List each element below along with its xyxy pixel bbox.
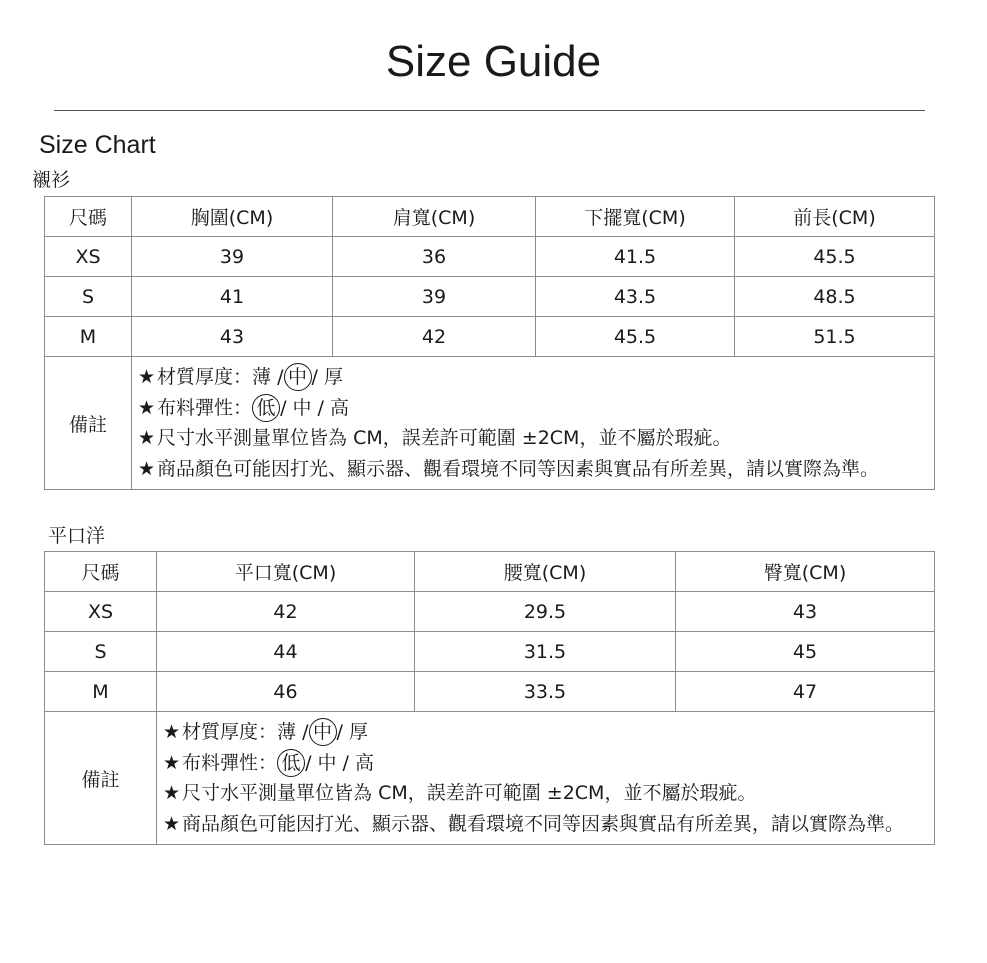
- cell-chest: 43: [132, 317, 333, 357]
- note-texture: ★ 材質厚度：薄 / 中 / 厚: [163, 717, 928, 748]
- note-elasticity: ★ 布料彈性： 低 / 中 / 高: [163, 748, 928, 779]
- star-icon: ★: [163, 782, 181, 804]
- header-shoulder: 肩寬(CM): [333, 197, 536, 237]
- star-icon: ★: [163, 721, 181, 743]
- header-waist: 腰寬(CM): [415, 552, 676, 592]
- selected-option-circle: 低: [277, 749, 305, 777]
- cell-shoulder: 39: [333, 277, 536, 317]
- notes-label: 備註: [45, 712, 157, 845]
- note-measurement: ★ 尺寸水平測量單位皆為 CM，誤差許可範圍 ±2CM，並不屬於瑕疵。: [138, 427, 732, 449]
- header-bust: 平口寬(CM): [157, 552, 415, 592]
- header-hip: 臀寬(CM): [676, 552, 935, 592]
- cell-hem: 43.5: [536, 277, 735, 317]
- table-row: [45, 317, 935, 357]
- table-row: [45, 237, 935, 277]
- shirt-section-label: 襯衫: [32, 169, 71, 191]
- table-header-row: [45, 197, 935, 237]
- cell-length: 48.5: [735, 277, 935, 317]
- notes-label: 備註: [45, 357, 132, 490]
- header-length: 前長(CM): [735, 197, 935, 237]
- size-chart-heading: Size Chart: [39, 131, 156, 159]
- cell-size: S: [45, 277, 132, 317]
- cell-waist: 29.5: [415, 592, 676, 632]
- note-color: ★ 商品顏色可能因打光、顯示器、觀看環境不同等因素與實品有所差異，請以實際為準。: [163, 812, 905, 835]
- cell-length: 51.5: [735, 317, 935, 357]
- cell-chest: 39: [132, 237, 333, 277]
- star-icon: ★: [138, 427, 156, 449]
- star-icon: ★: [138, 366, 156, 388]
- header-size: 尺碼: [45, 552, 157, 592]
- selected-option-circle: 中: [309, 718, 337, 746]
- table-row: [45, 277, 935, 317]
- cell-hem: 41.5: [536, 237, 735, 277]
- cell-size: S: [45, 632, 157, 672]
- cell-chest: 41: [132, 277, 333, 317]
- dress-size-table: [44, 551, 935, 845]
- cell-bust: 44: [157, 632, 415, 672]
- cell-size: M: [45, 317, 132, 357]
- shirt-size-table: [44, 196, 935, 490]
- cell-hip: 47: [676, 672, 935, 712]
- cell-shoulder: 36: [333, 237, 536, 277]
- star-icon: ★: [163, 812, 181, 835]
- cell-size: XS: [45, 592, 157, 632]
- star-icon: ★: [163, 751, 181, 774]
- cell-hem: 45.5: [536, 317, 735, 357]
- note-measurement: ★ 尺寸水平測量單位皆為 CM，誤差許可範圍 ±2CM，並不屬於瑕疵。: [163, 782, 757, 804]
- note-texture: ★ 材質厚度：薄 / 中 / 厚: [138, 362, 928, 393]
- title-divider: [54, 110, 925, 111]
- cell-bust: 46: [157, 672, 415, 712]
- cell-hip: 45: [676, 632, 935, 672]
- note-elasticity: ★ 布料彈性： 低 / 中 / 高: [138, 393, 928, 424]
- header-chest: 胸圍(CM): [132, 197, 333, 237]
- cell-size: XS: [45, 237, 132, 277]
- notes-content: [157, 712, 935, 845]
- cell-length: 45.5: [735, 237, 935, 277]
- cell-waist: 33.5: [415, 672, 676, 712]
- table-header-row: [45, 552, 935, 592]
- header-hem: 下擺寬(CM): [536, 197, 735, 237]
- cell-size: M: [45, 672, 157, 712]
- star-icon: ★: [138, 396, 156, 419]
- table-row: [45, 592, 935, 632]
- cell-shoulder: 42: [333, 317, 536, 357]
- star-icon: ★: [138, 457, 156, 480]
- cell-bust: 42: [157, 592, 415, 632]
- dress-section-label: 平口洋: [48, 525, 106, 547]
- cell-hip: 43: [676, 592, 935, 632]
- notes-row: [45, 357, 935, 490]
- notes-row: [45, 712, 935, 845]
- note-color: ★ 商品顏色可能因打光、顯示器、觀看環境不同等因素與實品有所差異，請以實際為準。: [138, 457, 880, 480]
- table-row: [45, 672, 935, 712]
- selected-option-circle: 低: [252, 394, 280, 422]
- selected-option-circle: 中: [284, 363, 312, 391]
- table-row: [45, 632, 935, 672]
- header-size: 尺碼: [45, 197, 132, 237]
- notes-content: [132, 357, 935, 490]
- cell-waist: 31.5: [415, 632, 676, 672]
- page-title: Size Guide: [385, 37, 602, 86]
